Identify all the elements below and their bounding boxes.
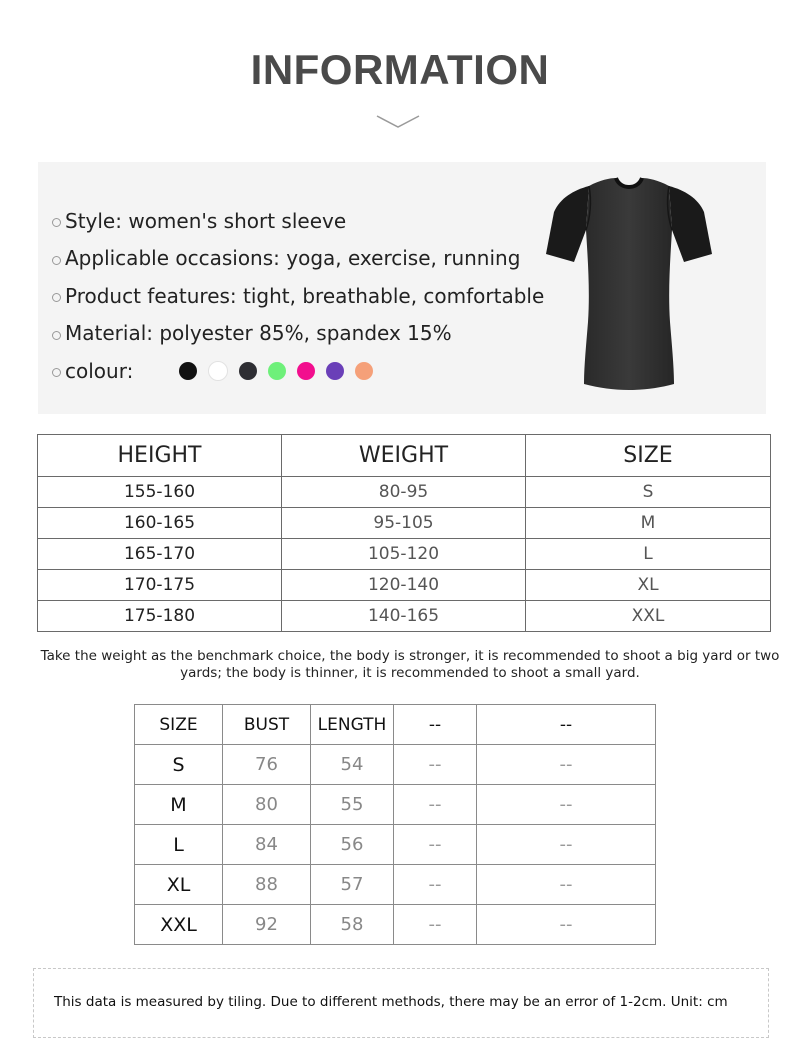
size-cell: XL xyxy=(135,865,223,905)
size-cell: XL xyxy=(526,570,771,601)
colour-swatch[interactable] xyxy=(297,362,315,380)
info-item-features xyxy=(52,277,544,315)
empty-cell: -- xyxy=(394,825,477,865)
page-title: INFORMATION xyxy=(250,46,550,93)
header-bust: BUST xyxy=(223,705,311,745)
recommendation-note: Take the weight as the benchmark choice, the body is stronger, it is recommended to shoot a big yard or two yards; the body is thinner, it is recommended to shoot a small yard. xyxy=(40,648,780,681)
header-empty: -- xyxy=(394,705,477,745)
length-cell: 56 xyxy=(311,825,394,865)
table-row xyxy=(38,539,771,570)
size-cell: S xyxy=(135,745,223,785)
colour-label: colour: xyxy=(65,358,134,383)
colour-swatch[interactable] xyxy=(355,362,373,380)
chevron-down-icon xyxy=(376,112,420,130)
colour-swatch[interactable] xyxy=(208,361,228,381)
header-height: HEIGHT xyxy=(38,435,282,477)
size-chart-table xyxy=(37,434,771,632)
tshirt-product-image xyxy=(544,172,714,392)
length-cell: 57 xyxy=(311,865,394,905)
header-length: LENGTH xyxy=(311,705,394,745)
empty-cell: -- xyxy=(477,785,656,825)
header-size: SIZE xyxy=(135,705,223,745)
length-cell: 55 xyxy=(311,785,394,825)
table-row xyxy=(135,745,656,785)
table-row xyxy=(135,785,656,825)
bust-cell: 76 xyxy=(223,745,311,785)
bust-cell: 92 xyxy=(223,905,311,945)
info-item-material xyxy=(52,315,544,353)
colour-swatches xyxy=(179,361,384,381)
size-cell: M xyxy=(135,785,223,825)
info-item-text: Material: polyester 85%, spandex 15% xyxy=(65,321,452,346)
product-info-list xyxy=(52,202,544,390)
header-size: SIZE xyxy=(526,435,771,477)
height-cell: 170-175 xyxy=(38,570,282,601)
info-item-colour xyxy=(52,352,544,390)
size-cell: S xyxy=(526,477,771,508)
footer-note-box xyxy=(33,968,769,1038)
empty-cell: -- xyxy=(394,905,477,945)
weight-cell: 120-140 xyxy=(282,570,526,601)
weight-cell: 95-105 xyxy=(282,508,526,539)
bullet-icon xyxy=(52,256,61,265)
empty-cell: -- xyxy=(477,825,656,865)
colour-swatch[interactable] xyxy=(268,362,286,380)
footer-note: This data is measured by tiling. Due to different methods, there may be an error of 1-2cm. Unit: cm xyxy=(54,994,728,1010)
empty-cell: -- xyxy=(477,865,656,905)
bullet-icon xyxy=(52,218,61,227)
colour-swatch[interactable] xyxy=(239,362,257,380)
empty-cell: -- xyxy=(394,865,477,905)
weight-cell: 140-165 xyxy=(282,601,526,632)
info-item-text: Applicable occasions: yoga, exercise, running xyxy=(65,246,521,271)
size-cell: XXL xyxy=(135,905,223,945)
bullet-icon xyxy=(52,293,61,302)
bust-cell: 84 xyxy=(223,825,311,865)
colour-swatch[interactable] xyxy=(179,362,197,380)
table-header-row xyxy=(38,435,771,477)
weight-cell: 105-120 xyxy=(282,539,526,570)
table-row xyxy=(135,825,656,865)
height-cell: 175-180 xyxy=(38,601,282,632)
bust-cell: 80 xyxy=(223,785,311,825)
weight-cell: 80-95 xyxy=(282,477,526,508)
height-cell: 160-165 xyxy=(38,508,282,539)
empty-cell: -- xyxy=(394,785,477,825)
bust-cell: 88 xyxy=(223,865,311,905)
product-info-panel xyxy=(38,162,766,414)
height-cell: 155-160 xyxy=(38,477,282,508)
table-row xyxy=(38,570,771,601)
size-cell: L xyxy=(135,825,223,865)
bullet-icon xyxy=(52,368,61,377)
empty-cell: -- xyxy=(394,745,477,785)
size-cell: L xyxy=(526,539,771,570)
size-cell: M xyxy=(526,508,771,539)
size-cell: XXL xyxy=(526,601,771,632)
info-item-style xyxy=(52,202,544,240)
empty-cell: -- xyxy=(477,745,656,785)
table-header-row xyxy=(135,705,656,745)
info-item-text: Style: women's short sleeve xyxy=(65,208,347,233)
bullet-icon xyxy=(52,331,61,340)
table-row xyxy=(38,601,771,632)
header-empty: -- xyxy=(477,705,656,745)
table-row xyxy=(38,477,771,508)
table-row xyxy=(38,508,771,539)
length-cell: 58 xyxy=(311,905,394,945)
measurement-table xyxy=(134,704,656,945)
table-row xyxy=(135,865,656,905)
colour-swatch[interactable] xyxy=(326,362,344,380)
empty-cell: -- xyxy=(477,905,656,945)
height-cell: 165-170 xyxy=(38,539,282,570)
length-cell: 54 xyxy=(311,745,394,785)
info-item-occasions xyxy=(52,240,544,278)
info-item-text: Product features: tight, breathable, comfortable xyxy=(65,283,545,308)
table-row xyxy=(135,905,656,945)
header-weight: WEIGHT xyxy=(282,435,526,477)
